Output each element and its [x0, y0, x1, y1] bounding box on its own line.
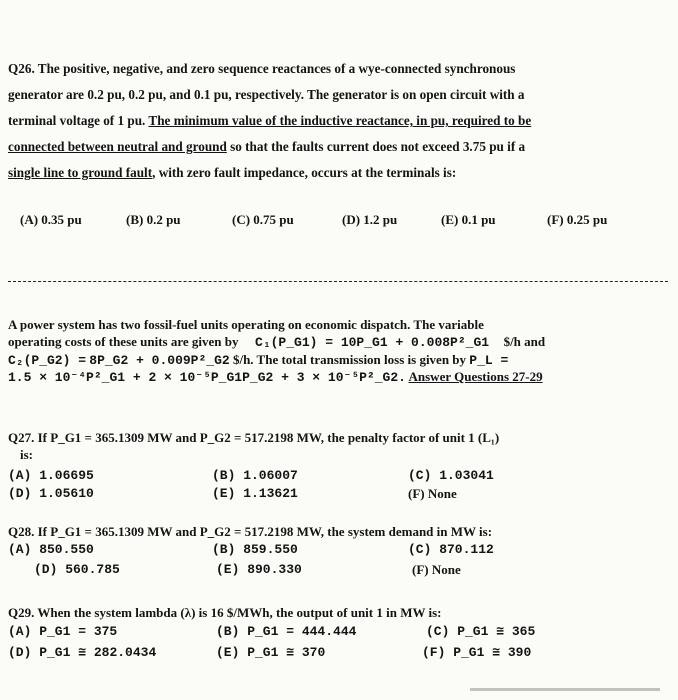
q27-option-a[interactable]: (A) 1.06695	[8, 468, 94, 483]
q26-line-3	[8, 108, 531, 134]
q28-option-f[interactable]: (F) None	[412, 562, 461, 577]
section-divider	[8, 281, 668, 282]
q26-line-5-underlined: single line to ground fault	[8, 165, 153, 180]
intro-line-2	[8, 333, 664, 352]
intro-line-3c: $/h. The total transmission loss is given by	[232, 352, 467, 367]
intro-line-1: A power system has two fossil-fuel units operating on economic dispatch. The variable	[8, 317, 484, 332]
q29-option-b[interactable]: (B) P_G1 = 444.444	[216, 624, 357, 639]
q26-option-a[interactable]: (A) 0.35 pu	[20, 212, 82, 227]
q27-text: Q27. If P_G1 = 365.1309 MW and P_G2 = 517.2198 MW, the penalty factor of unit 1 (L₁)	[8, 430, 500, 445]
q29-option-a[interactable]: (A) P_G1 = 375	[8, 624, 118, 639]
q29-option-d[interactable]: (D) P_G1 ≅ 282.0434	[8, 645, 157, 660]
cost-function-2: 8P_G2 + 0.009P²_G2	[89, 353, 230, 368]
q26-line-3-plain: terminal voltage of 1 pu.	[8, 113, 149, 128]
q26-line-2: generator are 0.2 pu, 0.2 pu, and 0.1 pu, respectively. The generator is on open circuit with a	[8, 87, 525, 102]
q26-line-5-plain: , with zero fault impedance, occurs at the terminals is:	[152, 165, 457, 180]
q28-option-c[interactable]: (C) 870.112	[408, 542, 494, 557]
q27-option-d[interactable]: (D) 1.05610	[8, 486, 94, 501]
q26-line-4-underlined: connected between neutral and ground	[8, 139, 227, 154]
q26-line-4	[8, 134, 525, 160]
q26-line-5	[8, 160, 456, 186]
loss-label: P_L =	[469, 353, 509, 368]
intro-line-4	[8, 368, 664, 387]
q26-option-f[interactable]: (F) 0.25 pu	[547, 212, 608, 227]
q26-option-e[interactable]: (E) 0.1 pu	[441, 212, 496, 227]
q29-text: Q29. When the system lambda (λ) is 16 $/MWh, the output of unit 1 in MW is:	[8, 605, 442, 620]
q26-option-b[interactable]: (B) 0.2 pu	[126, 212, 181, 227]
q27-option-b[interactable]: (B) 1.06007	[212, 468, 298, 483]
q26-option-c[interactable]: (C) 0.75 pu	[232, 212, 294, 227]
q26-option-d[interactable]: (D) 1.2 pu	[342, 212, 398, 227]
q27-option-e[interactable]: (E) 1.13621	[212, 486, 298, 501]
q29-option-e[interactable]: (E) P_G1 ≅ 370	[216, 645, 326, 660]
q29-option-c[interactable]: (C) P_G1 ≅ 365	[426, 624, 536, 639]
q28-option-e[interactable]: (E) 890.330	[216, 562, 302, 577]
q26-line-3-underlined: The minimum value of the inductive reactance, in pu, required to be	[148, 113, 532, 128]
q28-option-b[interactable]: (B) 859.550	[212, 542, 298, 557]
cost-function-1: C₁(P_G1) = 10P_G1 + 0.008P²_G1	[255, 335, 490, 350]
q28-option-d[interactable]: (D) 560.785	[34, 562, 120, 577]
intro-line-3	[8, 351, 664, 370]
q27-option-c[interactable]: (C) 1.03041	[408, 468, 494, 483]
intro-line-2a: operating costs of these units are given by	[8, 334, 239, 349]
q27-option-f[interactable]: (F) None	[408, 486, 457, 501]
answer-questions-link: Answer Questions 27-29	[408, 369, 543, 384]
scan-artifact	[470, 688, 660, 691]
q29-option-f[interactable]: (F) P_G1 ≅ 390	[422, 645, 532, 660]
q26-line-4-plain: so that the faults current does not exceed 3.75 pu if a	[226, 139, 526, 154]
q28-text: Q28. If P_G1 = 365.1309 MW and P_G2 = 517.2198 MW, the system demand in MW is:	[8, 524, 493, 539]
q27-text-2: is:	[20, 447, 33, 462]
cost-function-2-label: C₂(P_G2) =	[8, 353, 87, 368]
intro-line-2c: $/h and	[503, 334, 546, 349]
loss-formula: 1.5 × 10⁻⁴P²_G1 + 2 × 10⁻⁵P_G1P_G2 + 3 × 10⁻⁵P²_G2.	[8, 370, 406, 385]
q26-line-1: Q26. The positive, negative, and zero sequence reactances of a wye-connected synchronous	[8, 61, 516, 76]
q28-option-a[interactable]: (A) 850.550	[8, 542, 94, 557]
